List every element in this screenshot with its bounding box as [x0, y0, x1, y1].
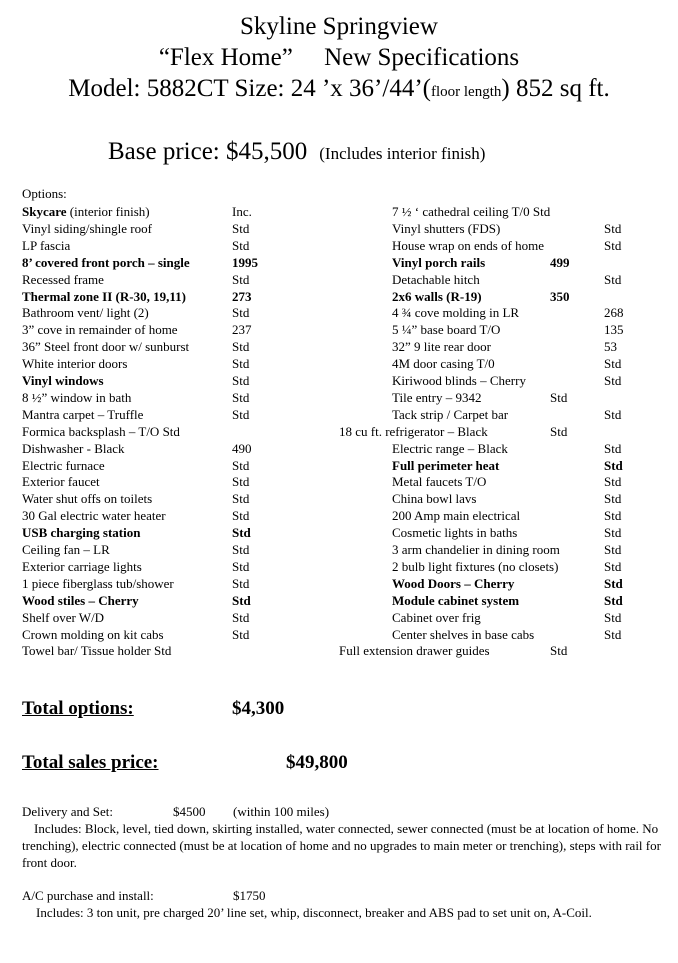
right-option-name: 3 arm chandelier in dining room [392, 542, 560, 557]
left-option-value: Std [232, 542, 250, 557]
right-option-name: Vinyl shutters (FDS) [392, 220, 501, 236]
right-option-name: 4 ¾ cove molding in LR [392, 305, 520, 321]
left-option-value: Std [232, 457, 250, 473]
right-option-value: Std [604, 474, 622, 490]
left-option-value: Std [232, 305, 250, 321]
left-option-name [22, 288, 186, 305]
subtitle [0, 44, 678, 72]
left-option-label: Dishwasher - Black [22, 440, 125, 456]
left-option-value: 490 [232, 440, 252, 456]
options-label: Options: [22, 186, 67, 201]
left-option-label: Thermal zone II (R-30, 19,11) [22, 288, 186, 304]
right-option-name: Tack strip / Carpet bar [392, 406, 509, 422]
ac-price: $1750 [233, 888, 266, 903]
left-option-label: Skycare [22, 204, 67, 219]
right-option-name: 32” 9 lite rear door [392, 339, 491, 355]
total-sales-label: Total sales price: [22, 752, 159, 773]
model-text: Model: 5882CT Size: 24 ’x 36’/44’( [68, 75, 431, 102]
ac-includes: Includes: 3 ton unit, pre charged 20’ line set, whip, disconnect, breaker and ABS pad to set unit on, A-Coil. [36, 905, 592, 920]
left-option-value: Std [232, 575, 250, 591]
right-option-value: Std [604, 440, 622, 456]
right-option-name: Wood Doors – Cherry [392, 575, 515, 591]
left-option-name [22, 423, 180, 440]
right-option-name: Cabinet over frig [392, 609, 481, 625]
right-option-name: Cosmetic lights in baths [392, 525, 518, 541]
left-option-name [22, 254, 190, 271]
subtitle-new-specifications: New Specifications [324, 44, 520, 71]
right-option-name: House wrap on ends of home [392, 237, 544, 253]
left-option-name [22, 203, 150, 220]
left-option-value: Std [232, 558, 250, 574]
right-option-value: Std [550, 423, 568, 439]
right-option-value: Std [604, 457, 623, 473]
left-option-value: Std [232, 508, 250, 524]
left-option-name [22, 642, 171, 659]
left-option-label: LP fascia [22, 237, 71, 253]
right-option-name: 2 bulb light fixtures (no closets) [392, 558, 559, 574]
right-option-value: Std [604, 373, 622, 388]
right-option-value: Std [604, 220, 622, 236]
left-option-name [22, 626, 164, 643]
left-option-label: Formica backsplash – T/O Std [22, 423, 180, 439]
left-option-label: Towel bar/ Tissue holder Std [22, 643, 172, 659]
right-option-name: Metal faucets T/O [392, 474, 487, 490]
left-option-name [22, 389, 131, 406]
right-option-name: Detachable hitch [392, 271, 480, 287]
right-option-value: Std [550, 389, 568, 405]
left-option-name [22, 406, 143, 423]
left-option-label: Shelf over W/D [22, 609, 105, 625]
page-title: Skyline Springview [240, 13, 438, 40]
left-option-value: 273 [232, 288, 252, 304]
right-option-name: 4M door casing T/0 [392, 356, 495, 372]
left-option-value: Std [232, 271, 250, 287]
left-option-label: 8’ covered front porch – single [22, 254, 190, 270]
right-option-name: 200 Amp main electrical [392, 508, 521, 524]
left-option-value: Std [232, 373, 250, 388]
right-option-value: Std [604, 491, 622, 507]
left-option-label: 30 Gal electric water heater [22, 508, 166, 524]
left-option-label: USB charging station [22, 525, 141, 541]
subtitle-flex-home: “Flex Home” [158, 44, 293, 71]
left-option-label: Vinyl siding/shingle roof [22, 220, 152, 236]
right-option-name: Full extension drawer guides [339, 643, 490, 659]
left-option-label: Bathroom vent/ light (2) [22, 305, 149, 321]
right-option-value: Std [550, 643, 568, 659]
floor-length-text: floor length [430, 84, 502, 100]
left-option-value: Std [232, 609, 250, 625]
left-option-name [22, 440, 125, 457]
left-option-label: 3” cove in remainder of home [22, 322, 178, 338]
left-option-label: 1 piece fiberglass tub/shower [22, 575, 174, 591]
right-option-name: Kiriwood blinds – Cherry [392, 373, 526, 388]
left-option-name [22, 575, 174, 592]
left-option-label: Electric furnace [22, 457, 105, 473]
base-price [108, 138, 485, 166]
right-option-value: 135 [604, 322, 624, 338]
right-option-value: Std [604, 609, 622, 625]
left-option-value: 1995 [232, 254, 258, 270]
right-option-value: 53 [604, 339, 617, 355]
left-option-value: Std [232, 592, 251, 608]
left-option-value: Std [232, 237, 250, 253]
right-option-value: Std [604, 525, 622, 541]
right-option-name: Center shelves in base cabs [392, 626, 535, 642]
left-option-value: Std [232, 626, 250, 642]
right-option-value: Std [604, 356, 622, 372]
right-option-value: Std [604, 406, 622, 422]
left-option-name [22, 355, 127, 372]
left-option-suffix: (interior finish) [66, 204, 150, 219]
left-option-label: Ceiling fan – LR [22, 542, 110, 557]
delivery-note: (within 100 miles) [233, 804, 330, 819]
delivery-price: $4500 [173, 804, 206, 819]
left-option-label: Recessed frame [22, 271, 104, 287]
model-line [0, 75, 678, 103]
right-option-value: Std [604, 271, 622, 287]
right-option-value: 350 [550, 288, 570, 304]
left-option-name [22, 220, 152, 237]
left-option-name [22, 338, 189, 355]
left-option-name [22, 372, 104, 389]
left-option-value: Std [232, 339, 250, 355]
left-option-name [22, 592, 139, 609]
left-option-name [22, 271, 104, 288]
right-option-value: Std [604, 558, 622, 574]
right-option-value: Std [604, 237, 622, 253]
left-option-value: Std [232, 220, 250, 236]
left-option-value: Std [232, 389, 250, 405]
right-option-value: 268 [604, 305, 624, 321]
right-option-name: Full perimeter heat [392, 457, 500, 473]
left-option-label: White interior doors [22, 356, 128, 372]
right-option-name: 2x6 walls (R-19) [392, 288, 482, 304]
base-price-label: Base price: $45,500 [108, 138, 308, 165]
right-option-value: 499 [550, 254, 570, 270]
left-option-value: Std [232, 491, 250, 507]
left-option-name [22, 609, 104, 626]
left-option-label: Wood stiles – Cherry [22, 592, 139, 608]
left-option-name [22, 237, 70, 254]
delivery-includes: Includes: Block, level, tied down, skirting installed, water connected, sewer connected (must be at location of home. No trenching), electric connected (must be at location of home and no upgrades to main meter or trenching), steps with rail for front door. [22, 821, 661, 870]
left-option-name [22, 558, 142, 575]
left-option-value: Std [232, 406, 250, 422]
left-option-label: Exterior faucet [22, 474, 100, 490]
right-option-value: Std [604, 592, 623, 608]
right-option-name: 7 ½ ‘ cathedral ceiling T/0 Std [392, 204, 551, 219]
left-option-name [22, 507, 166, 524]
right-option-name: 5 ¼” base board T/O [392, 322, 501, 338]
left-option-label: Vinyl windows [22, 373, 104, 388]
left-option-value: 237 [232, 322, 252, 338]
right-option-value: Std [604, 626, 622, 642]
right-option-name: China bowl lavs [392, 491, 477, 507]
delivery-label: Delivery and Set: [22, 804, 113, 819]
left-option-name [22, 524, 140, 541]
left-option-value: Std [232, 356, 250, 372]
left-option-name [22, 473, 100, 490]
left-option-label: Exterior carriage lights [22, 558, 142, 574]
left-option-name [22, 304, 149, 321]
right-option-name: Module cabinet system [392, 592, 520, 608]
left-option-value: Inc. [232, 204, 252, 219]
total-options-label: Total options: [22, 698, 134, 719]
left-option-label: Water shut offs on toilets [22, 491, 153, 507]
left-option-label: 36” Steel front door w/ sunburst [22, 339, 190, 355]
left-option-label: 8 ½” window in bath [22, 389, 132, 405]
model-tail: ) 852 sq ft. [501, 75, 610, 102]
left-option-value: Std [232, 525, 251, 541]
right-option-name: 18 cu ft. refrigerator – Black [339, 423, 488, 439]
left-option-label: Crown molding on kit cabs [22, 626, 164, 642]
right-option-name: Vinyl porch rails [392, 254, 486, 270]
left-option-name [22, 457, 105, 474]
left-option-name [22, 490, 152, 507]
right-option-name: Electric range – Black [392, 440, 508, 456]
ac-label: A/C purchase and install: [22, 888, 154, 903]
base-price-note: (Includes interior finish) [319, 144, 486, 163]
total-sales-value: $49,800 [286, 752, 348, 773]
right-option-value: Std [604, 508, 622, 524]
left-option-name [22, 541, 110, 558]
left-option-name [22, 321, 178, 338]
left-option-value: Std [232, 474, 250, 490]
right-option-name: Tile entry – 9342 [392, 389, 482, 405]
right-option-value: Std [604, 575, 623, 591]
total-options-value: $4,300 [232, 698, 285, 719]
right-option-value: Std [604, 542, 622, 557]
left-option-label: Mantra carpet – Truffle [22, 406, 144, 422]
